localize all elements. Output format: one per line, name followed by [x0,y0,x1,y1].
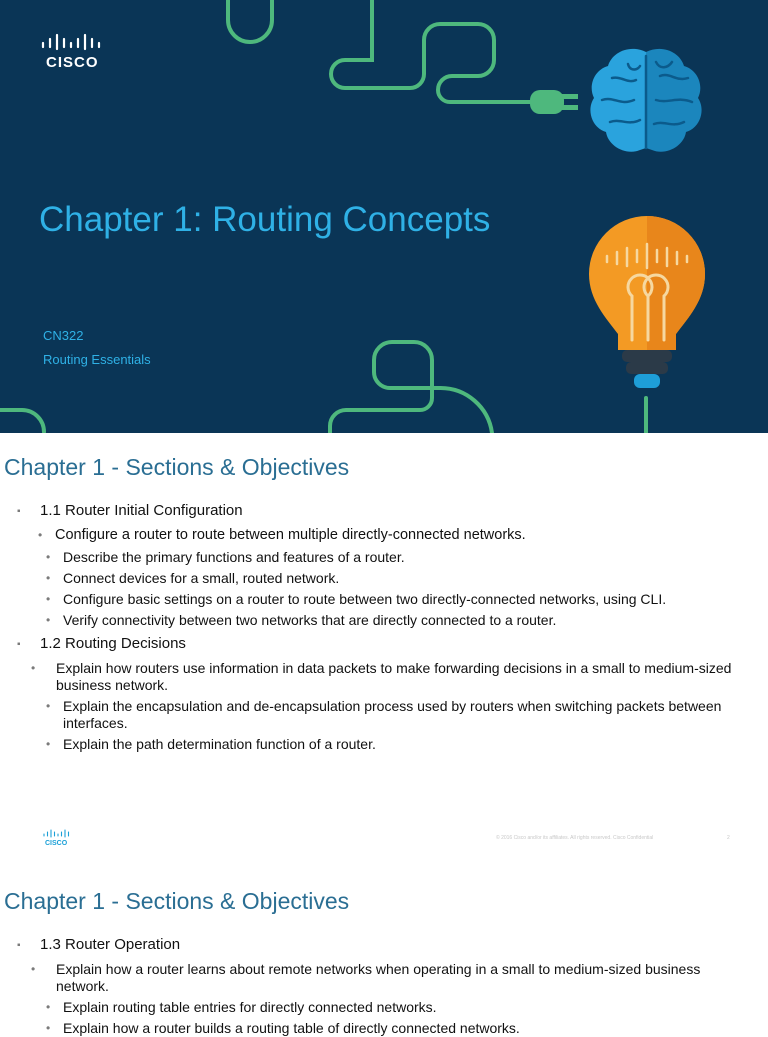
course-name: Routing Essentials [43,352,151,367]
svg-text:CISCO: CISCO [45,840,68,847]
objectives-slide-2 [0,858,768,1036]
cisco-wordmark: CISCO [46,54,99,71]
bullet-item: • Explain the path determination function of a router. [46,736,376,752]
bullet-item: • Explain how routers use information in data packets to make forwarding decisions in a small to medium-sized business network. [31,660,732,693]
footer-copyright: © 2016 Cisco and/or its affiliates. All rights reserved. Cisco Confidential [496,835,654,841]
bullet-list [0,936,768,1037]
bullet-item: • Explain the encapsulation and de-encapsulation process used by routers when switching packets between interfaces. [46,698,722,731]
bullet-item: ▪ 1.2 Routing Decisions [17,635,186,652]
bullet-item: ▪ 1.1 Router Initial Configuration [17,502,243,519]
objectives-slide-1 [0,433,768,858]
title-slide [0,0,768,433]
chapter-title: Chapter 1: Routing Concepts [39,200,491,239]
bullet-item: • Verify connectivity between two networks that are directly connected to a router. [46,612,557,628]
course-code: CN322 [43,328,84,343]
slide-heading: Chapter 1 - Sections & Objectives [4,454,350,480]
bullet-item: • Configure a router to route between multiple directly-connected networks. [38,527,526,543]
bullet-item: • Explain routing table entries for directly connected networks. [46,999,437,1015]
bullet-item: • Describe the primary functions and features of a router. [46,549,405,565]
footer-cisco-logo [42,829,72,847]
bullet-item: • Connect devices for a small, routed network. [46,570,340,586]
bullet-item: • Configure basic settings on a router to route between two directly-connected networks, using CLI. [46,591,667,607]
bullet-item: ▪ 1.3 Router Operation [17,936,181,953]
slide-heading: Chapter 1 - Sections & Objectives [4,888,350,914]
page-number: 2 [727,835,730,841]
bullet-list [0,502,768,753]
bullet-item: • Explain how a router learns about remote networks when operating in a small to medium-sized business network. [31,961,701,994]
bullet-item: • Explain how a router builds a routing table of directly connected networks. [46,1020,520,1036]
